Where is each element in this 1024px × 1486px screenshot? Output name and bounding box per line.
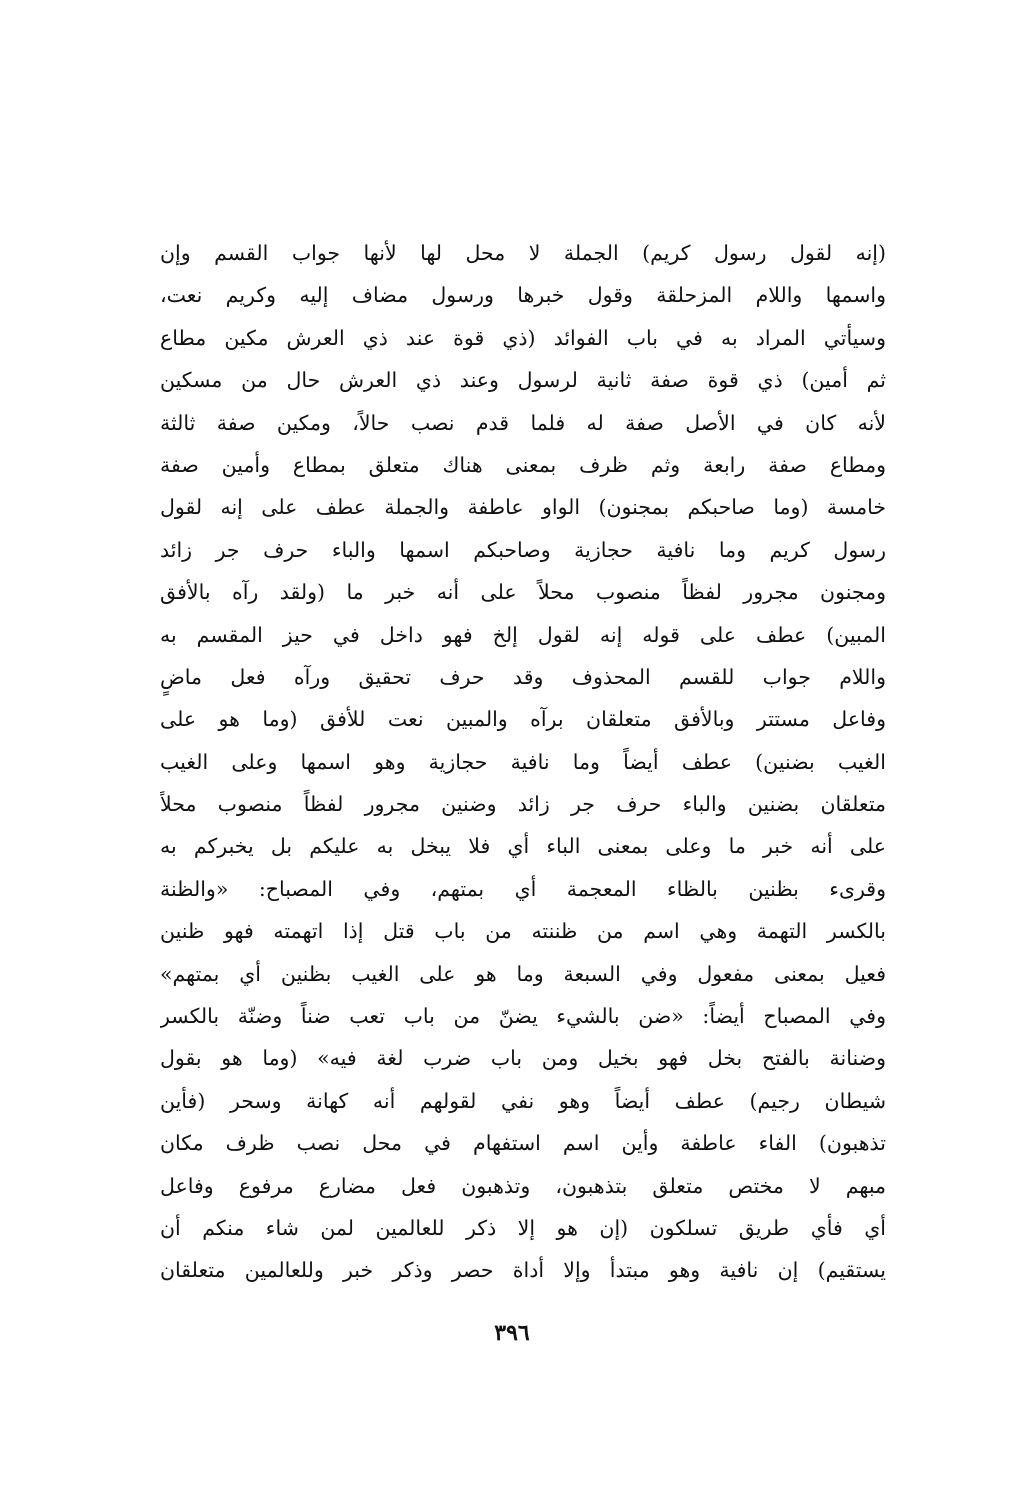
text-line-17: بالكسر التهمة وهي اسم من ظننته من باب قتل إذا اتهمته فهو ظنين <box>160 919 886 944</box>
text-line-18: فعيل بمعنى مفعول وفي السبعة وما هو على الغيب بظنين أي بمتهم» <box>160 961 886 986</box>
text-line-11: واللام جواب للقسم المحذوف وقد حرف تحقيق ورآه فعل ماضٍ <box>160 664 886 689</box>
text-line-23: مبهم لا مختص متعلق بتذهبون، وتذهبون فعل مضارع مرفوع وفاعل <box>160 1173 886 1198</box>
text-line-2: واسمها واللام المزحلقة وقول خبرها ورسول مضاف إليه وكريم نعت، <box>160 283 886 308</box>
text-line-10: المبين) عطف على قوله إنه لقول إلخ فهو داخل في حيز المقسم به <box>160 622 886 647</box>
text-line-22: تذهبون) الفاء عاطفة وأين اسم استفهام في محل نصب ظرف مكان <box>160 1131 886 1156</box>
text-line-15: على أنه خبر ما وعلى بمعنى الباء أي فلا يبخل به عليكم بل يخبركم به <box>160 834 886 859</box>
text-line-3: وسيأتي المراد به في باب الفوائد (ذي قوة عند ذي العرش مكين مطاع <box>160 325 886 350</box>
text-line-19: وفي المصباح أيضاً: «ضن بالشيء يضنّ من باب تعب ضناً وضنّة بالكسر <box>160 1004 886 1029</box>
text-line-4: ثم أمين) ذي قوة صفة ثانية لرسول وعند ذي العرش حال من مسكين <box>160 368 886 393</box>
text-line-9: ومجنون مجرور لفظاً منصوب محلاً على أنه خبر ما (ولقد رآه بالأفق <box>160 580 886 605</box>
text-line-1: (إنه لقول رسول كريم) الجملة لا محل لها لأنها جواب القسم وإن <box>160 241 886 265</box>
text-line-8: رسول كريم وما نافية حجازية وصاحبكم اسمها والباء حرف جر زائد <box>160 537 886 562</box>
text-line-25: يستقيم) إن نافية وهو مبتدأ وإلا أداة حصر وذكر خبر وللعالمين متعلقان <box>160 1258 886 1283</box>
text-line-13: الغيب بضنين) عطف أيضاً وما نافية حجازية وهو اسمها وعلى الغيب <box>160 749 886 774</box>
text-line-21: شيطان رجيم) عطف أيضاً وهو نفي لقولهم أنه كهانة وسحر (فأين <box>160 1088 886 1113</box>
text-line-24: أي فأي طريق تسلكون (إن هو إلا ذكر للعالمين لمن شاء منكم أن <box>160 1215 886 1240</box>
text-line-12: وفاعل مستتر وبالأفق متعلقان برآه والمبين نعت للأفق (وما هو على <box>160 707 886 732</box>
page-number: ٣٩٦ <box>494 1320 530 1346</box>
text-line-16: وقرىء بظنين بالظاء المعجمة أي بمتهم، وفي المصباح: «والظنة <box>160 876 886 901</box>
text-line-5: لأنه كان في الأصل صفة له فلما قدم نصب حالاً، ومكين صفة ثالثة <box>160 410 886 435</box>
text-line-6: ومطاع صفة رابعة وثم ظرف بمعنى هناك متعلق بمطاع وأمين صفة <box>160 452 886 477</box>
text-line-7: خامسة (وما صاحبكم بمجنون) الواو عاطفة والجملة عطف على إنه لقول <box>160 495 886 520</box>
body-text <box>160 232 886 1292</box>
text-line-14: متعلقان بضنين والباء حرف جر زائد وضنين مجرور لفظاً منصوب محلاً <box>160 792 886 817</box>
text-line-20: وضنانة بالفتح بخل فهو بخيل ومن باب ضرب لغة فيه» (وما هو بقول <box>160 1046 886 1071</box>
